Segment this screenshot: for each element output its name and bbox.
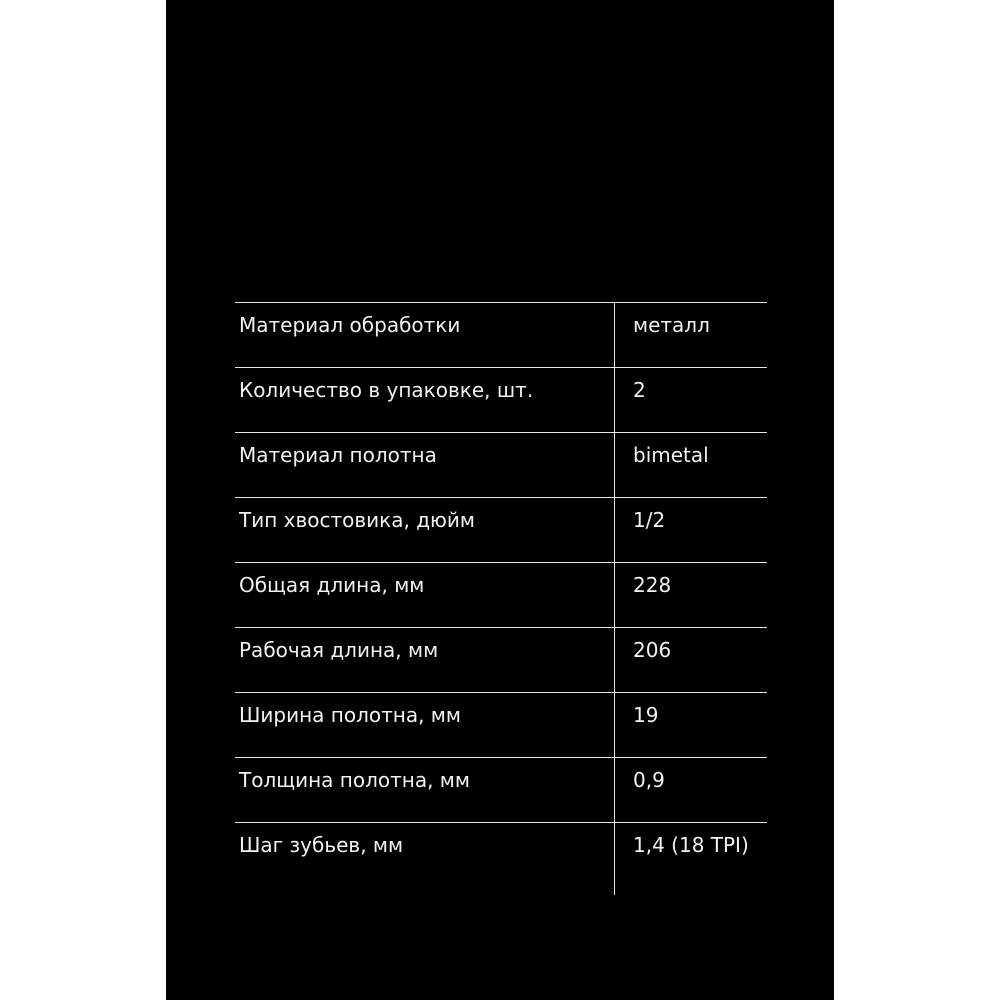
param-value: 1,4 (18 TPI) — [633, 833, 749, 857]
table-row — [235, 693, 767, 758]
table-row — [235, 823, 767, 896]
param-value: 228 — [633, 573, 672, 597]
param-label: Материал полотна — [235, 433, 615, 498]
table-row — [235, 563, 767, 628]
table-row — [235, 758, 767, 823]
spec-card — [166, 0, 834, 1000]
spec-table — [235, 302, 767, 895]
table-row — [235, 303, 767, 368]
param-label: Количество в упаковке, шт. — [235, 368, 615, 433]
param-label: Общая длина, мм — [235, 563, 615, 628]
param-label: Шаг зубьев, мм — [235, 823, 615, 896]
param-label: Материал обработки — [235, 303, 615, 368]
param-value: металл — [633, 313, 710, 337]
param-value: 1/2 — [633, 508, 666, 532]
param-value: 206 — [633, 638, 672, 662]
param-value: 19 — [633, 703, 659, 727]
param-label: Рабочая длина, мм — [235, 628, 615, 693]
param-label: Толщина полотна, мм — [235, 758, 615, 823]
table-row — [235, 498, 767, 563]
param-label: Тип хвостовика, дюйм — [235, 498, 615, 563]
param-value: bimetal — [633, 443, 709, 467]
param-value: 0,9 — [633, 768, 665, 792]
table-row — [235, 628, 767, 693]
table-row — [235, 433, 767, 498]
table-row — [235, 368, 767, 433]
param-label: Ширина полотна, мм — [235, 693, 615, 758]
param-value: 2 — [633, 378, 646, 402]
